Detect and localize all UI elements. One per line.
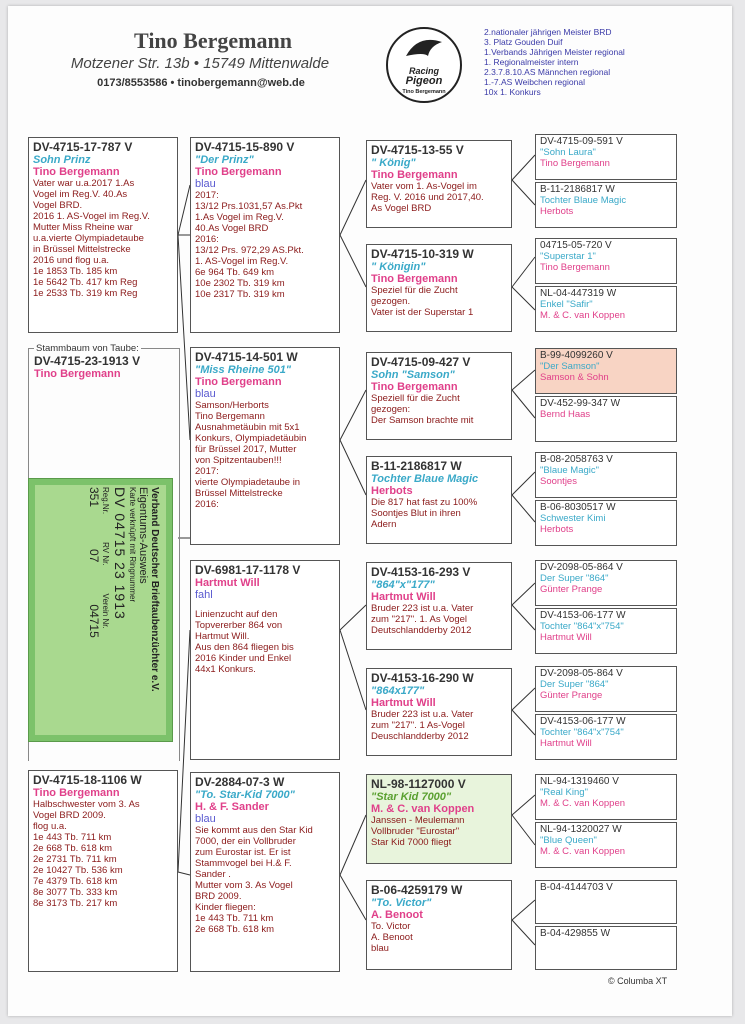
gggp-ring: B-04-429855 W: [540, 928, 611, 939]
gggp-ring: DV-4153-06-177 W: [540, 716, 626, 727]
ggp-ring: DV-4153-16-290 W: [371, 671, 474, 685]
gggp-card[interactable]: [535, 714, 677, 760]
gggp-ring: NL-94-1319460 V: [540, 776, 619, 787]
grandparent-owner: Tino Bergemann: [195, 166, 282, 178]
card-label: RV Nr.: [101, 542, 110, 566]
ggp-notes: Speziel für die Zucht gezogen. Vater ist der Superstar 1: [371, 285, 474, 318]
logo-text-3: Tino Bergemann: [402, 89, 446, 95]
grandparent-notes: Sie kommt aus den Star Kid 7000, der ein Vollbruder zum Eurostar ist. Er ist Stammvogel bei H.& F. Sander . Mutter vom 3. As Vogel BRD 2009. Kinder fliegen: 1e 443 Tb. 711 km 2e 668 Tb. 618 km: [195, 825, 313, 935]
gggp-name: "Blue Queen": [540, 835, 597, 846]
gggp-owner: M. & C. van Koppen: [540, 798, 626, 809]
card-subtitle: Karte verknüpft mit Ringnummer: [128, 487, 137, 603]
copyright-text: © Columba XT: [608, 976, 668, 986]
ggp-name: Tochter Blaue Magic: [371, 473, 479, 485]
subject-ring: DV-4715-23-1913 V: [34, 354, 141, 368]
grandparent-color: fahl: [195, 589, 213, 601]
gggp-card[interactable]: [535, 666, 677, 712]
ggp-ring: B-06-4259179 W: [371, 883, 463, 897]
sire-card[interactable]: [28, 137, 178, 333]
card-org: Verband Deutscher Brieftaubenzüchter e.V.: [149, 487, 160, 692]
ggp-owner: Tino Bergemann: [371, 273, 458, 285]
ownership-card-inner: [35, 485, 166, 735]
ggp-name: " Königin": [371, 261, 426, 273]
achievement-item: 3. Platz Gouden Duif: [484, 37, 563, 47]
gggp-name: "Blaue Magic": [540, 465, 600, 476]
grandparent-owner: Tino Bergemann: [195, 376, 282, 388]
gggp-card[interactable]: [535, 238, 677, 284]
gggp-ring: DV-2098-05-864 V: [540, 668, 623, 679]
gggp-card[interactable]: [535, 822, 677, 868]
gggp-card[interactable]: [535, 286, 677, 332]
grandparent-ring: DV-2884-07-3 W: [195, 775, 285, 789]
grandparent-ring: DV-6981-17-1178 V: [195, 563, 301, 577]
great-grandparent-card[interactable]: [366, 352, 512, 440]
breeder-name: Tino Bergemann: [134, 28, 292, 53]
gggp-owner: M. & C. van Koppen: [540, 310, 626, 321]
gggp-card[interactable]: [535, 926, 677, 970]
grandparent-ring: DV-4715-14-501 W: [195, 350, 298, 364]
gggp-ring: B-06-8030517 W: [540, 502, 616, 513]
gggp-owner: Günter Prange: [540, 690, 603, 701]
ownership-card-text: [30, 487, 160, 737]
breeder-contact: 0173/8553586 • tinobergemann@web.de: [97, 77, 305, 89]
ggp-notes: Bruder 223 ist u.a. Vater zum "217". 1. As Vogel Deutschlandderby 2012: [371, 603, 474, 636]
card-value: 04715: [87, 604, 101, 638]
sire-name: Sohn Prinz: [33, 154, 91, 166]
achievement-item: 1.-7.AS Weibchen regional: [484, 77, 585, 87]
great-grandparent-card[interactable]: [366, 140, 512, 228]
ggp-name: "Star Kid 7000": [371, 791, 452, 803]
ggp-ring: DV-4153-16-293 V: [371, 565, 471, 579]
gggp-owner: Tino Bergemann: [540, 262, 610, 273]
dam-card[interactable]: [28, 770, 178, 972]
gggp-card[interactable]: [535, 774, 677, 820]
ggp-owner: Hartmut Will: [371, 697, 436, 709]
ggp-notes: Speziell für die Zucht gezogen: Der Samson brachte mit: [371, 393, 474, 426]
grandparent-color: blau: [195, 178, 216, 190]
great-grandparent-card[interactable]: [366, 880, 512, 970]
ggp-owner: Hartmut Will: [371, 591, 436, 603]
sire-owner: Tino Bergemann: [33, 166, 120, 178]
great-grandparent-card[interactable]: [366, 456, 512, 544]
ggp-notes: Janssen - Meulemann Vollbruder "Eurostar" Star Kid 7000 fliegt: [371, 815, 465, 848]
gggp-name: "Superstar 1": [540, 251, 596, 262]
ggp-owner: M. & C. van Koppen: [371, 803, 475, 815]
ggp-notes: Vater vom 1. As-Vogel im Reg. V. 2016 und 2017,40. As Vogel BRD: [371, 181, 484, 214]
gggp-card[interactable]: [535, 560, 677, 606]
ggp-notes: To. Victor A. Benoot blau: [371, 921, 413, 954]
subject-owner: Tino Bergemann: [34, 368, 121, 380]
gggp-name: Bernd Haas: [540, 409, 591, 420]
gggp-card[interactable]: [535, 880, 677, 924]
great-grandparent-card[interactable]: [366, 774, 512, 864]
gggp-owner: Tino Bergemann: [540, 158, 610, 169]
gggp-owner: Soontjes: [540, 476, 577, 487]
breeder-address: Motzener Str. 13b • 15749 Mittenwalde: [70, 55, 330, 72]
achievement-item: 1. Regionalmeister intern: [484, 57, 579, 67]
grandparent-name: "Miss Rheine 501": [195, 364, 292, 376]
ggp-ring: NL-98-1127000 V: [371, 777, 466, 791]
gggp-name: Der Super "864": [540, 573, 609, 584]
gggp-name: "Sohn Laura": [540, 147, 596, 158]
ggp-owner: A. Benoot: [371, 909, 423, 921]
gggp-name: Schwester Kimi: [540, 513, 606, 524]
grandparent-card[interactable]: [190, 347, 340, 545]
gggp-owner: M. & C. van Koppen: [540, 846, 626, 857]
achievement-item: 2.nationaler jährigen Meister BRD: [484, 27, 612, 37]
gggp-card[interactable]: [535, 182, 677, 228]
card-ring: DV 04715 23 1913: [112, 487, 128, 620]
ggp-owner: Tino Bergemann: [371, 169, 458, 181]
dam-ring: DV-4715-18-1106 W: [33, 773, 142, 787]
grandparent-card[interactable]: [190, 560, 340, 760]
grandparent-notes: Linienzucht auf den Topvererber 864 von Hartmut Will. Aus den 864 fliegen bis 2016 Kinder und Enkel 44x1 Konkurs.: [195, 609, 294, 675]
great-grandparent-card[interactable]: [366, 668, 512, 756]
gggp-owner: Hartmut Will: [540, 738, 592, 749]
card-label: Verein Nr.: [101, 593, 110, 629]
logo-text-2: Pigeon: [405, 75, 443, 87]
gggp-ring: DV-2098-05-864 V: [540, 562, 623, 573]
gggp-owner: Samson & Sohn: [540, 372, 609, 383]
grandparent-card[interactable]: [190, 772, 340, 972]
achievement-item: 10x 1. Konkurs: [484, 87, 541, 97]
gggp-ring: DV-4153-06-177 W: [540, 610, 626, 621]
ggp-ring: DV-4715-10-319 W: [371, 247, 474, 261]
ggp-notes: Bruder 223 ist u.a. Vater zum "217". 1 As-Vogel Deuschlandderby 2012: [371, 709, 474, 742]
grandparent-color: blau: [195, 388, 216, 400]
gggp-name: "Der Samson": [540, 361, 600, 372]
gggp-ring: NL-94-1320027 W: [540, 824, 622, 835]
gggp-owner: Herbots: [540, 206, 574, 217]
sire-ring: DV-4715-17-787 V: [33, 140, 133, 154]
great-grandparent-card[interactable]: [366, 244, 512, 332]
ggp-name: "864x177": [371, 685, 425, 697]
card-value: 07: [87, 549, 101, 563]
gggp-card[interactable]: [535, 608, 677, 654]
gggp-ring: NL-04-447319 W: [540, 288, 617, 299]
card-labels: [101, 487, 110, 737]
grandparent-card[interactable]: [190, 137, 340, 333]
dam-owner: Tino Bergemann: [33, 787, 120, 799]
subject-card: [30, 352, 176, 390]
card-value: 351: [87, 487, 101, 508]
grandparent-color: blau: [195, 813, 216, 825]
ggp-name: " König": [371, 157, 416, 169]
gggp-ring: B-11-2186817 W: [540, 184, 615, 195]
gggp-name: Der Super "864": [540, 679, 609, 690]
gggp-owner: Herbots: [540, 524, 574, 535]
gggp-owner: Günter Prange: [540, 584, 603, 595]
ggp-ring: DV-4715-09-427 V: [371, 355, 471, 369]
gggp-card[interactable]: [535, 396, 677, 442]
ggp-notes: Die 817 hat fast zu 100% Soontjes Blut in ihren Adern: [371, 497, 478, 530]
card-label: Reg.Nr.: [101, 487, 110, 515]
ggp-ring: DV-4715-13-55 V: [371, 143, 464, 157]
gggp-name: Tochter "864"x"754": [540, 621, 624, 632]
achievement-item: 1.Verbands Jährigen Meister regional: [484, 47, 625, 57]
grandparent-notes: Samson/Herborts Tino Bergemann Ausnahmetäubin mit 5x1 Konkurs, Olympiadetäubin für Brüssel 2017, Mutter von Spitzentauben!!! 2017: vierte Olympiadetaube in Brüssel Mittelstrecke 2016:: [195, 400, 307, 510]
gggp-ring: 04715-05-720 V: [540, 240, 612, 251]
grandparent-name: "To. Star-Kid 7000": [195, 789, 295, 801]
great-grandparent-card[interactable]: [366, 562, 512, 650]
gggp-name: Enkel "Safir": [540, 299, 593, 310]
gggp-card[interactable]: [535, 348, 677, 394]
gggp-ring: B-99-4099260 V: [540, 350, 613, 361]
gggp-name: Tochter Blaue Magic: [540, 195, 627, 206]
grandparent-ring: DV-4715-15-890 V: [195, 140, 295, 154]
ggp-name: "864"x"177": [371, 579, 435, 591]
stammbaum-label: Stammbaum von Taube:: [36, 343, 139, 354]
gggp-ring: B-04-4144703 V: [540, 882, 613, 893]
ggp-ring: B-11-2186817 W: [371, 459, 462, 473]
gggp-ring: B-08-2058763 V: [540, 454, 613, 465]
grandparent-name: "Der Prinz": [195, 154, 254, 166]
gggp-name: "Real King": [540, 787, 588, 798]
grandparent-owner: Hartmut Will: [195, 577, 260, 589]
card-values: [87, 487, 101, 737]
grandparent-owner: H. & F. Sander: [195, 801, 269, 813]
sire-notes: Vater war u.a.2017 1.As Vogel im Reg.V. 40.As Vogel BRD. 2016 1. AS-Vogel im Reg.V. Mutter Miss Rheine war u.a.vierte Olympiadetaube in Brüssel Mittelstrecke 2016 und flog u.a. 1e 1853 Tb. 185 km 1e 5642 Tb. 417 km Reg 1e 2533 Tb. 319 km Reg: [33, 178, 150, 299]
gggp-card[interactable]: [535, 452, 677, 498]
gggp-ring: DV-452-99-347 W: [540, 398, 621, 409]
gggp-owner: Hartmut Will: [540, 632, 592, 643]
logo-text-1: Racing: [408, 66, 440, 76]
ggp-owner: Tino Bergemann: [371, 381, 458, 393]
grandparent-notes: 2017: 13/12 Prs.1031,57 As.Pkt 1.As Vogel im Reg.V. 40.As Vogel BRD 2016: 13/12 Prs. 972,29 AS.Pkt. 1. AS-Vogel im Reg.V. 6e 964 Tb. 649 km 10e 2302 Tb. 319 km 10e 2317 Tb. 319 km: [195, 190, 304, 300]
gggp-name: Tochter "864"x"754": [540, 727, 624, 738]
ownership-card: [28, 478, 173, 742]
ggp-name: Sohn "Samson": [371, 369, 455, 381]
ggp-name: "To. Victor": [371, 897, 432, 909]
gggp-card[interactable]: [535, 134, 677, 180]
dam-notes: Halbschwester vom 3. As Vogel BRD 2009. flog u.a. 1e 443 Tb. 711 km 2e 668 Tb. 618 km 2e 2731 Tb. 711 km 2e 10427 Tb. 536 km 7e 4379 Tb. 618 km 8e 3077 Tb. 333 km 8e 3173 Tb. 217 km: [33, 799, 140, 909]
gggp-ring: DV-4715-09-591 V: [540, 136, 623, 147]
card-title: Eigentums-Ausweis: [137, 487, 149, 584]
ggp-owner: Herbots: [371, 485, 413, 497]
achievement-item: 2.3.7.8.10.AS Männchen regional: [484, 67, 611, 77]
gggp-card[interactable]: [535, 500, 677, 546]
